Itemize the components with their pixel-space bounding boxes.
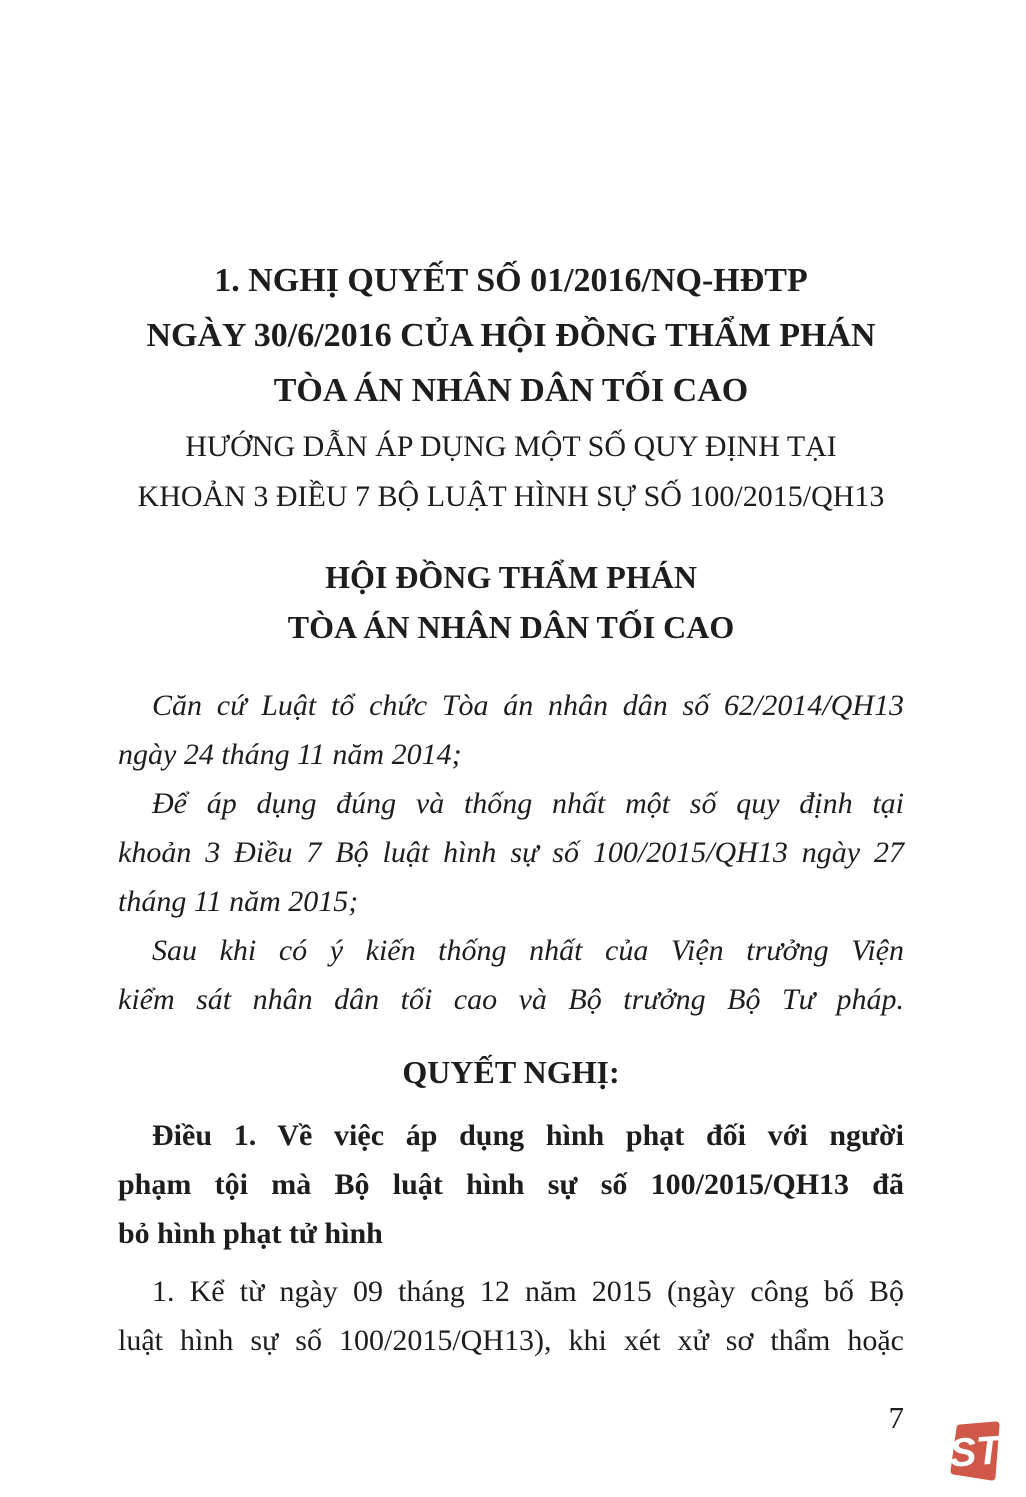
- document-title-line: 1. NGHỊ QUYẾT SỐ 01/2016/NQ-HĐTP: [214, 262, 808, 299]
- paragraph-line: tháng 11 năm 2015;: [118, 885, 359, 918]
- paragraph-line: Để áp dụng đúng và thống nhất một số quy định tại: [152, 787, 904, 820]
- preamble-paragraph: [118, 681, 904, 779]
- issuing-authority: [118, 552, 904, 652]
- document-subtitle-line: HƯỚNG DẪN ÁP DỤNG MỘT SỐ QUY ĐỊNH TẠI: [185, 430, 837, 463]
- paragraph-line: Sau khi có ý kiến thống nhất của Viện trưởng Viện: [152, 934, 904, 967]
- document-title: [118, 253, 904, 418]
- document-title-line: TÒA ÁN NHÂN DÂN TỐI CAO: [273, 372, 749, 409]
- paragraph-line: phạm tội mà Bộ luật hình sự số 100/2015/QH13 đã: [118, 1168, 904, 1201]
- paragraph-line: khoản 3 Điều 7 Bộ luật hình sự số 100/2015/QH13 ngày 27: [118, 836, 904, 869]
- paragraph-line: bỏ hình phạt tử hình: [118, 1217, 383, 1250]
- resolution-heading: QUYẾT NGHỊ:: [402, 1054, 620, 1090]
- article-body-paragraph: [118, 1267, 904, 1365]
- issuing-authority-line: TÒA ÁN NHÂN DÂN TỐI CAO: [287, 609, 735, 645]
- paragraph-line: kiểm sát nhân dân tối cao và Bộ trưởng Bộ Tư pháp.: [118, 983, 904, 1016]
- paragraph-line: ngày 24 tháng 11 năm 2014;: [118, 738, 462, 771]
- document-subtitle: [118, 422, 904, 522]
- st-logo-icon: [946, 1421, 1004, 1482]
- document-title-line: NGÀY 30/6/2016 CỦA HỘI ĐỒNG THẨM PHÁN: [146, 317, 876, 354]
- paragraph-line: luật hình sự số 100/2015/QH13), khi xét xử sơ thẩm hoặc: [118, 1324, 904, 1357]
- preamble-paragraph: [118, 779, 904, 926]
- document-subtitle-line: KHOẢN 3 ĐIỀU 7 BỘ LUẬT HÌNH SỰ SỐ 100/2015/QH13: [137, 480, 885, 513]
- page-number: 7: [888, 1400, 904, 1435]
- publisher-logo: [946, 1421, 1004, 1482]
- paragraph-line: Điều 1. Về việc áp dụng hình phạt đối với người: [152, 1119, 904, 1152]
- st-logo-text: ST: [948, 1428, 1003, 1476]
- issuing-authority-line: HỘI ĐỒNG THẨM PHÁN: [325, 559, 697, 595]
- preamble-section: [118, 681, 904, 1024]
- paragraph-line: Căn cứ Luật tổ chức Tòa án nhân dân số 62/2014/QH13: [152, 689, 904, 722]
- preamble-paragraph: [118, 926, 904, 1024]
- article-heading-paragraph: [118, 1111, 904, 1258]
- page-content: [118, 0, 904, 1365]
- paragraph-line: 1. Kể từ ngày 09 tháng 12 năm 2015 (ngày công bố Bộ: [152, 1275, 904, 1308]
